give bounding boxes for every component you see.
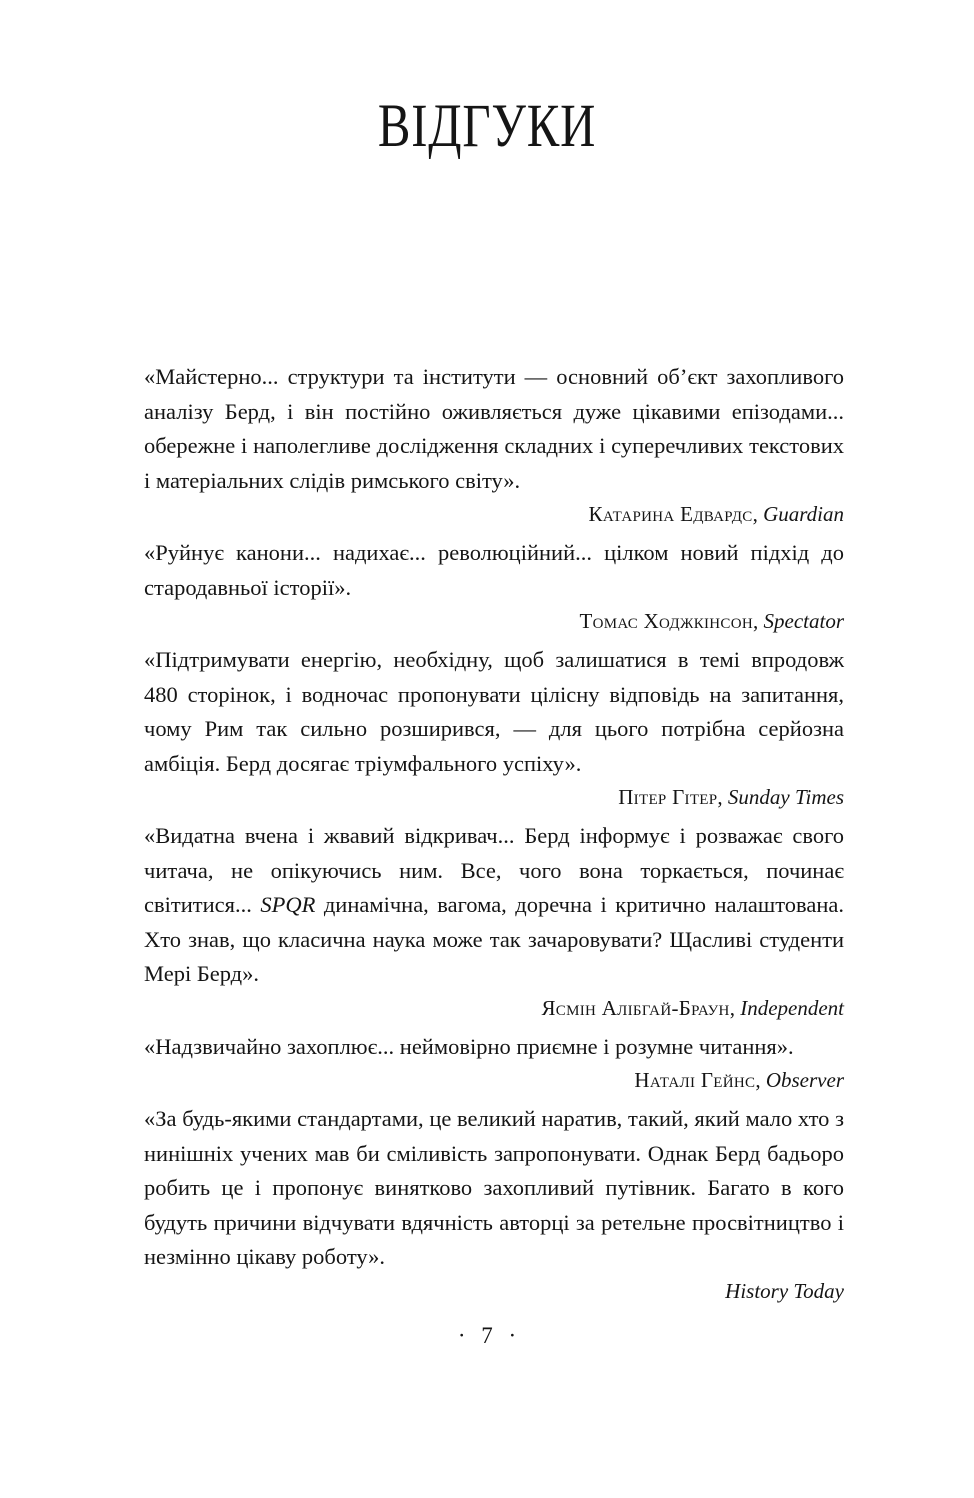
review-attribution: [144, 781, 844, 813]
review-quote: «Майстерно... структури та інститути — основний об’єкт захопливого аналізу Берд, і він постійно оживляється дуже цікавими епізодами... обережне і наполегливе дослідження складних і суперечливих текстових і матеріальних слідів римського світу».: [144, 364, 844, 493]
review-quote: [144, 819, 844, 992]
publication-name: Observer: [765, 1068, 844, 1092]
attribution-separator: ,: [752, 502, 764, 526]
reviewer-name: Катарина Едвардс: [588, 502, 753, 526]
attribution-separator: ,: [717, 785, 728, 809]
review-attribution: [144, 1275, 844, 1307]
attribution-separator: ,: [755, 1068, 766, 1092]
page-number: · 7 ·: [457, 1322, 517, 1348]
review-attribution: [144, 992, 844, 1024]
attribution-separator: ,: [729, 995, 741, 1020]
review-block: [144, 819, 844, 1024]
reviewer-name: Наталі Гейнс: [634, 1068, 756, 1092]
review-attribution: [144, 605, 844, 637]
reviewer-name: Томас Ходжкінсон: [579, 609, 754, 633]
reviews-column: [144, 360, 844, 1307]
page-title: ВІДГУКИ: [377, 93, 597, 160]
quote-text: «Видатна вчена і жвавий відкривач... Берд інформує і розважає свого читача, не опікуючись ним. Все, чого вона торкається, починає світитися...: [144, 823, 844, 917]
reviewer-name: Пітер Гітер: [618, 785, 718, 809]
review-attribution: [144, 1064, 844, 1096]
review-block: [144, 1102, 844, 1307]
reviewer-name: Ясмін Алібгай-Браун: [541, 995, 730, 1020]
quote-text: динамічна, вагома, доречна і критично налаштована. Хто знав, що класична наука може так зачаровувати? Щасливі студенти Мері Берд».: [144, 892, 844, 986]
review-block: [144, 360, 844, 530]
review-quote: «Руйнує канони... надихає... революційний... цілком новий підхід до стародавньої історії».: [144, 540, 844, 600]
review-block: [144, 1030, 844, 1097]
book-title-mention: SPQR: [260, 892, 316, 917]
publication-name: Guardian: [763, 502, 844, 526]
publication-name: History Today: [725, 1278, 844, 1303]
review-quote: «Підтримувати енергію, необхідну, щоб залишатися в темі впродовж 480 сторінок, і водночас пропонувати цілісну відповідь на запитання, чому Рим так сильно розширився, — для цього потрібна серйозна амбіція. Берд досягає тріумфального успіху».: [144, 647, 844, 776]
book-page: [0, 92, 974, 1349]
review-quote: «За будь-якими стандартами, це великий наратив, такий, який мало хто з нинішніх учених мав би сміливість запропонувати. Однак Берд бадьоро робить це і пропонує винятково захопливий путівник. Багато в кого будуть причини відчувати вдячність авторці за ретельне просвітництво і незмінно цікаву роботу».: [144, 1106, 844, 1269]
review-block: [144, 536, 844, 637]
attribution-separator: ,: [753, 609, 764, 633]
review-block: [144, 643, 844, 813]
publication-name: Independent: [740, 995, 844, 1020]
publication-name: Sunday Times: [727, 785, 844, 809]
publication-name: Spectator: [763, 609, 844, 633]
review-quote: «Надзвичайно захоплює... неймовірно приємне і розумне читання».: [144, 1033, 794, 1059]
review-attribution: [144, 498, 844, 530]
